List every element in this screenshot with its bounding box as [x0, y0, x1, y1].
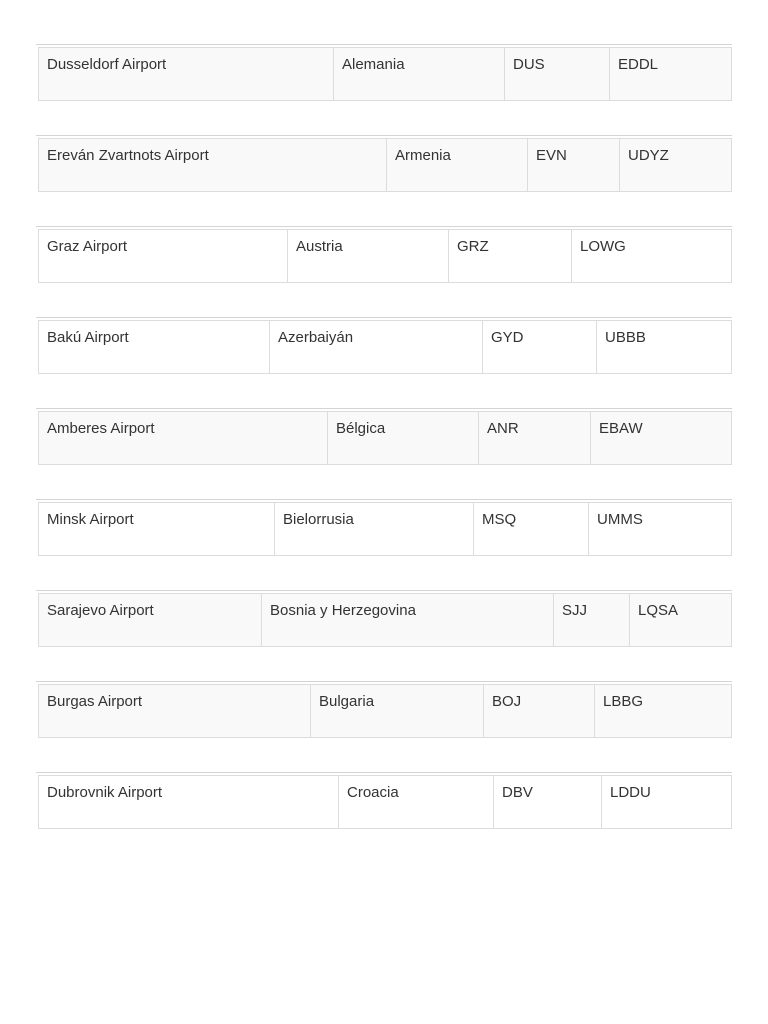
airport-country: Azerbaiyán [270, 321, 483, 373]
airport-iata: SJJ [554, 594, 630, 646]
airport-name: Amberes Airport [39, 412, 328, 464]
divider [36, 135, 732, 136]
table-row [38, 47, 732, 101]
airport-name: Bakú Airport [39, 321, 270, 373]
airport-name: Burgas Airport [39, 685, 311, 737]
airport-record [36, 772, 732, 832]
airport-country: Austria [288, 230, 449, 282]
divider [36, 408, 732, 409]
divider [36, 317, 732, 318]
airport-icao: LOWG [580, 238, 626, 255]
airport-record [36, 681, 732, 741]
airport-country: Bélgica [328, 412, 479, 464]
airport-iata: MSQ [474, 503, 589, 555]
airport-country: Armenia [387, 139, 528, 191]
airport-record [36, 226, 732, 286]
airport-icao: EDDL [618, 56, 659, 73]
airport-icao: LBBG [603, 693, 644, 710]
table-row [38, 320, 732, 374]
table-row [38, 775, 732, 829]
airport-iata: DUS [505, 48, 610, 100]
airport-iata: GRZ [449, 230, 572, 282]
table-row [38, 593, 732, 647]
table-row [38, 229, 732, 283]
airport-icao: LDDU [610, 784, 651, 801]
airport-country: Croacia [339, 776, 494, 828]
airport-name: Ereván Zvartnots Airport [39, 139, 387, 191]
airport-name: Minsk Airport [39, 503, 275, 555]
table-row [38, 138, 732, 192]
airport-record [36, 499, 732, 559]
airport-iata: BOJ [484, 685, 595, 737]
airport-country: Alemania [334, 48, 505, 100]
airport-icao: LQSA [638, 602, 679, 619]
divider [36, 681, 732, 682]
airport-name: Dusseldorf Airport [39, 48, 334, 100]
divider [36, 590, 732, 591]
airport-country: Bosnia y Herzegovina [262, 594, 554, 646]
airport-record [36, 590, 732, 650]
airport-country: Bielorrusia [275, 503, 474, 555]
airport-name: Sarajevo Airport [39, 594, 262, 646]
airport-name: Dubrovnik Airport [39, 776, 339, 828]
airport-icao: UDYZ [628, 147, 669, 164]
airport-icao: EBAW [599, 420, 643, 437]
airport-record [36, 317, 732, 377]
airport-record [36, 135, 732, 195]
divider [36, 226, 732, 227]
table-row [38, 684, 732, 738]
table-row [38, 502, 732, 556]
airport-record [36, 44, 732, 104]
airport-name: Graz Airport [39, 230, 288, 282]
divider [36, 772, 732, 773]
airport-icao: UBBB [605, 329, 646, 346]
divider [36, 44, 732, 45]
divider [36, 499, 732, 500]
airport-country: Bulgaria [311, 685, 484, 737]
airport-iata: ANR [479, 412, 591, 464]
airport-iata: EVN [528, 139, 620, 191]
table-row [38, 411, 732, 465]
airport-record [36, 408, 732, 468]
airport-icao: UMMS [597, 511, 643, 528]
airport-iata: GYD [483, 321, 597, 373]
airport-iata: DBV [494, 776, 602, 828]
